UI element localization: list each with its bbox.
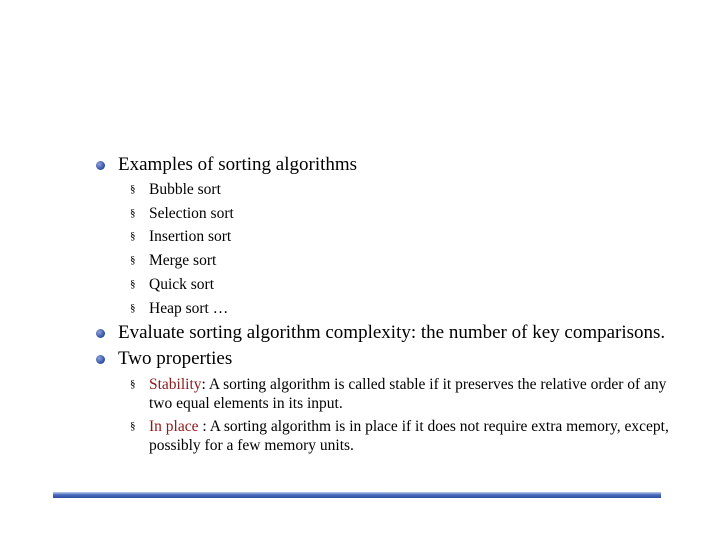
property-term: In place xyxy=(149,418,199,435)
algorithm-name: Insertion sort xyxy=(149,228,232,246)
bullet-examples xyxy=(96,154,357,176)
bullet-evaluate xyxy=(96,322,665,344)
list-item xyxy=(130,273,234,297)
list-item xyxy=(130,297,234,321)
algorithm-name: Selection sort xyxy=(149,204,234,222)
footer-divider-bar xyxy=(53,492,661,498)
bullet-dot-icon xyxy=(96,355,105,364)
square-bullet-icon xyxy=(130,280,136,288)
square-bullet-icon xyxy=(130,232,136,240)
property-description: A sorting algorithm is called stable if it preserves the relative order of any two equal elements in its input. xyxy=(149,376,667,412)
property-stability xyxy=(130,375,669,413)
property-in-place xyxy=(130,417,669,455)
bullet-dot-icon xyxy=(96,161,105,170)
bullet-properties xyxy=(96,348,232,370)
separator: : xyxy=(201,376,209,393)
list-item xyxy=(130,202,234,226)
square-bullet-icon xyxy=(130,422,136,430)
property-term: Stability xyxy=(149,376,202,393)
list-item xyxy=(130,225,234,249)
algorithm-name: Quick sort xyxy=(149,275,215,293)
algorithm-name: Heap sort … xyxy=(149,299,229,317)
bullet-evaluate-text: Evaluate sorting algorithm complexity: the number of key comparisons. xyxy=(118,322,666,343)
separator: : xyxy=(198,418,210,435)
list-item xyxy=(130,249,234,273)
square-bullet-icon xyxy=(130,256,136,264)
property-text xyxy=(149,417,669,455)
list-item xyxy=(130,178,234,202)
property-text xyxy=(149,375,669,413)
bullet-examples-text: Examples of sorting algorithms xyxy=(118,154,358,175)
square-bullet-icon xyxy=(130,209,136,217)
algorithm-name: Bubble sort xyxy=(149,181,221,198)
algorithm-name: Merge sort xyxy=(149,252,217,270)
bullet-properties-text: Two properties xyxy=(118,348,233,369)
square-bullet-icon xyxy=(130,185,136,193)
bullet-dot-icon xyxy=(96,329,105,338)
square-bullet-icon xyxy=(130,380,136,388)
properties-list xyxy=(130,375,669,459)
property-description: A sorting algorithm is in place if it does not require extra memory, except, possibly for a few memory units. xyxy=(149,418,669,454)
square-bullet-icon xyxy=(130,304,136,312)
algorithm-list xyxy=(130,178,234,320)
